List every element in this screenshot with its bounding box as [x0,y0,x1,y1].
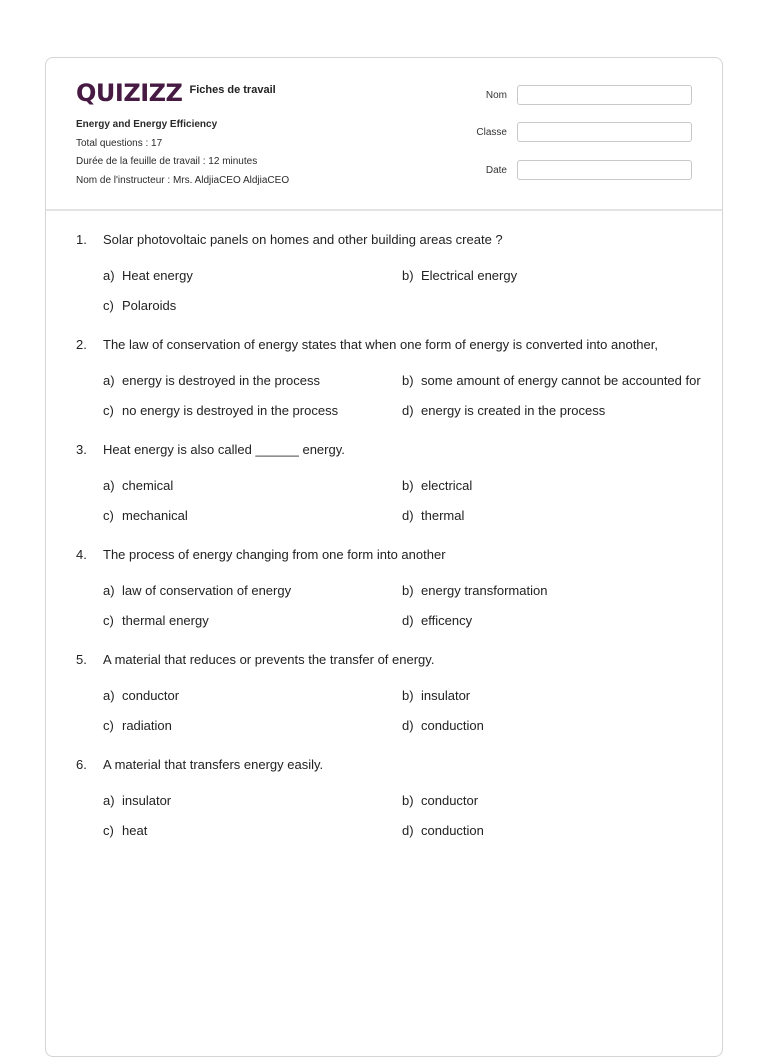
answer-options [103,790,696,841]
option-text: thermal [421,508,465,523]
answer-option [103,610,402,631]
option-letter: b) [402,583,414,598]
option-text: energy transformation [421,583,548,598]
answer-option [402,610,702,631]
name-label: Nom [485,89,507,101]
question-stem [76,651,696,669]
answer-option [402,685,702,706]
question-item [76,756,696,841]
option-text: efficency [421,613,473,628]
question-stem [76,756,696,774]
name-field[interactable] [517,85,692,105]
question-text: A material that transfers energy easily. [103,757,324,772]
option-letter: a) [103,478,115,493]
option-text: law of conservation of energy [122,583,292,598]
option-letter: b) [402,373,414,388]
option-letter: a) [103,583,115,598]
option-letter: d) [402,508,414,523]
option-text: radiation [122,718,172,733]
question-item [76,231,696,316]
option-text: conductor [122,688,180,703]
answer-option [402,820,702,841]
option-text: some amount of energy cannot be accounted for [421,373,701,388]
question-stem [76,231,696,249]
option-letter: d) [402,403,414,418]
option-letter: d) [402,613,414,628]
answer-option [103,685,402,706]
question-stem [76,441,696,459]
class-field-row [467,122,692,142]
answer-option [103,790,402,811]
option-text: Polaroids [122,298,177,313]
option-text: energy is destroyed in the process [122,373,320,388]
question-stem [76,336,696,354]
option-letter: c) [103,613,114,628]
question-number: 3. [76,442,87,457]
question-item [76,546,696,631]
option-letter: a) [103,268,115,283]
answer-option [103,370,402,391]
option-text: Heat energy [122,268,193,283]
answer-option [402,580,702,601]
answer-options [103,265,696,316]
question-text: Solar photovoltaic panels on homes and other building areas create ? [103,232,503,247]
brand [76,80,276,106]
answer-option [103,295,402,316]
answer-option [103,475,402,496]
question-text: The law of conservation of energy states that when one form of energy is converted into another, [103,337,658,352]
answer-option [402,400,702,421]
worksheet-title: Energy and Energy Efficiency [76,119,218,130]
worksheet-duration: Durée de la feuille de travail : 12 minutes [76,156,258,167]
question-text: Heat energy is also called ______ energy. [103,442,345,457]
date-field[interactable] [517,160,692,180]
option-letter: b) [402,688,414,703]
question-number: 6. [76,757,87,772]
question-text: The process of energy changing from one form into another [103,547,446,562]
option-text: chemical [122,478,174,493]
option-text: no energy is destroyed in the process [122,403,339,418]
total-questions: Total questions : 17 [76,137,163,149]
answer-options [103,685,696,736]
answer-option [103,505,402,526]
option-letter: d) [402,823,414,838]
option-letter: c) [103,823,114,838]
answer-option [402,505,702,526]
answer-option [103,265,402,286]
question-text: A material that reduces or prevents the transfer of energy. [103,652,435,667]
quizizz-logo: QUIZIZZ [76,79,183,107]
brand-subtitle: Fiches de travail [189,84,276,96]
option-letter: c) [103,298,114,313]
class-label: Classe [476,126,507,138]
answer-options [103,580,696,631]
option-text: mechanical [122,508,188,523]
option-text: insulator [421,688,471,703]
option-text: thermal energy [122,613,209,628]
date-label: Date [485,164,507,176]
question-number: 4. [76,547,87,562]
answer-option [402,475,702,496]
option-text: electrical [421,478,473,493]
option-text: Electrical energy [421,268,518,283]
answer-option [402,370,702,391]
option-text: energy is created in the process [421,403,606,418]
question-number: 1. [76,232,87,247]
answer-option [103,580,402,601]
question-item [76,651,696,736]
question-stem [76,546,696,564]
option-letter: a) [103,373,115,388]
answer-options [103,475,696,526]
option-text: heat [122,823,148,838]
option-letter: c) [103,718,114,733]
answer-option [402,715,702,736]
name-field-row [467,85,692,105]
option-letter: c) [103,508,114,523]
answer-options [103,370,701,421]
question-list [76,231,701,861]
question-number: 5. [76,652,87,667]
answer-option [103,715,402,736]
option-letter: b) [402,268,414,283]
instructor-name: Nom de l'instructeur : Mrs. AldjiaCEO AldjiaCEO [76,174,290,186]
option-letter: b) [402,793,414,808]
answer-option [103,400,402,421]
option-letter: b) [402,478,414,493]
answer-option [402,265,702,286]
option-text: conduction [421,718,484,733]
question-number: 2. [76,337,87,352]
answer-option [103,820,402,841]
option-text: insulator [122,793,172,808]
option-text: conductor [421,793,479,808]
answer-option [402,790,702,811]
worksheet-header [46,58,722,211]
option-letter: d) [402,718,414,733]
option-letter: a) [103,688,115,703]
worksheet-meta [76,116,289,190]
option-letter: a) [103,793,115,808]
question-item [76,441,696,526]
option-letter: c) [103,403,114,418]
worksheet [45,57,723,1057]
class-field[interactable] [517,122,692,142]
date-field-row [467,160,692,180]
option-text: conduction [421,823,484,838]
question-item [76,336,701,421]
